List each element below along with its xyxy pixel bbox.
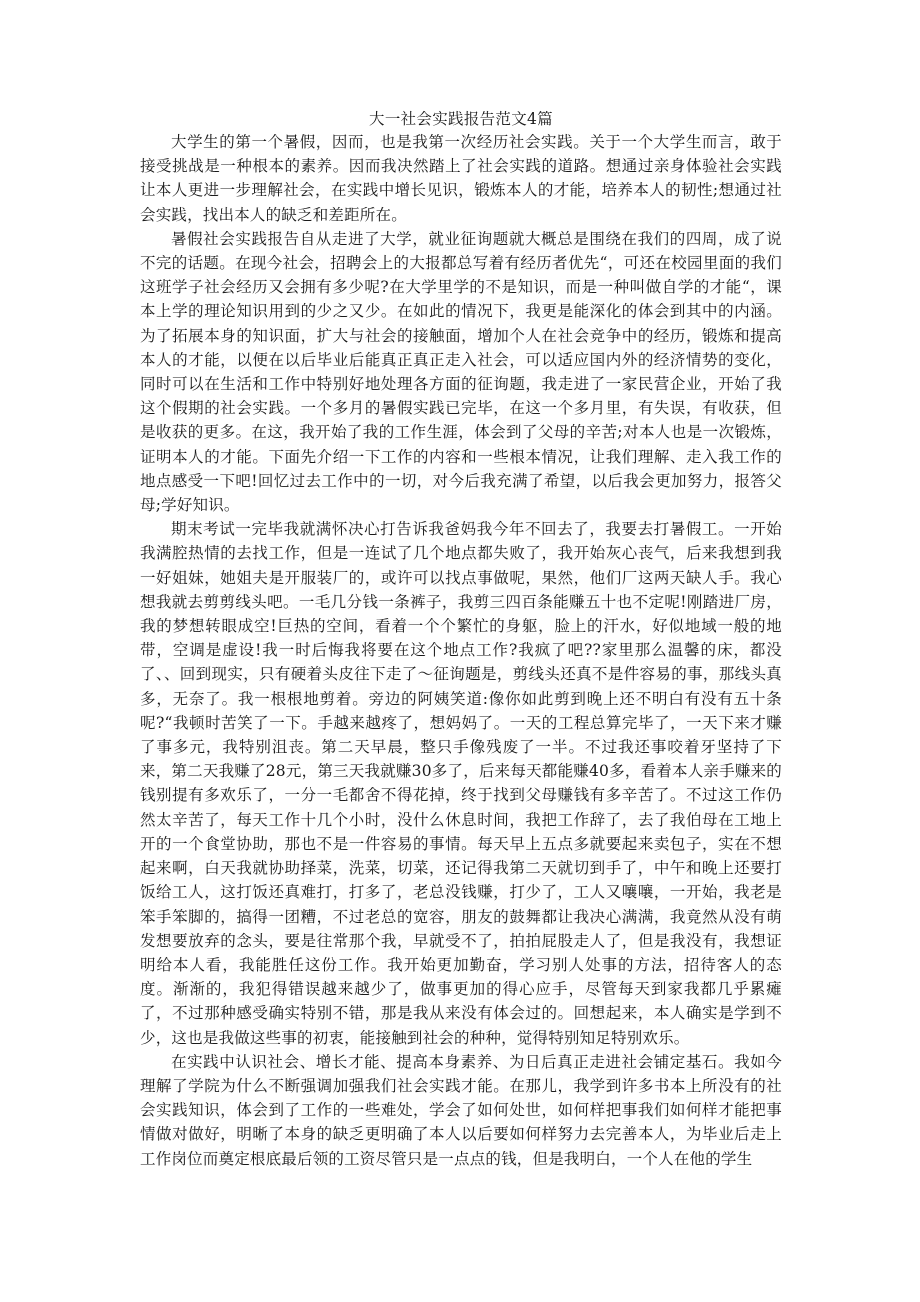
paragraph-3: 期末考试一完毕我就满怀决心打告诉我爸妈我今年不回去了，我要去打暑假工。一开始我满腔热情的去找工作，但是一连试了几个地点都失败了，我开始灰心丧气，后来我想到我一好姐妹，她姐夫是开服装厂的，或许可以找点事做呢，果然，他们厂这两天缺人手。我心想我就去剪剪线头吧。一毛几分钱一条裤子，我剪三四百条能赚五十也不定呢!刚踏进厂房，我的梦想转眼成空!巨热的空间，看着一个个繁忙的身躯，脸上的汗水，好似地域一般的地带，空调是虚设!我一时后悔我将要在这个地点工作?我疯了吧??家里那么温馨的床，都没了、、回到现实，只有硬着头皮往下走了～征询题是，剪线头还真不是件容易的事，那线头真多，无奈了。我一根根地剪着。旁边的阿姨笑道:像你如此剪到晚上还不明白有没有五十条呢?“我顿时苦笑了一下。手越来越疼了，想妈妈了。一天的工程总算完毕了，一天下来才赚了事多元，我特别沮丧。第二天早晨，整只手像残废了一半。不过我还事咬着牙坚持了下来，第二天我赚了28元，第三天我就赚30多了，后来每天都能赚40多，看着本人亲手赚来的钱别提有多欢乐了，一分一毛都舍不得花掉，终于找到父母赚钱有多辛苦了。不过这工作仍然太辛苦了，每天工作十几个小时，没什么休息时间，我把工作辞了，去了我伯母在工地上开的一个食堂协助，那也不是一件容易的事情。每天早上五点多就要起来卖包子，实在不想起来啊，白天我就协助择菜，洗菜，切菜，还记得我第二天就切到手了，中午和晚上还要打饭给工人，这打饭还真难打，打多了，老总没钱赚，打少了，工人又嚷嚷，一开始，我老是笨手笨脚的，搞得一团糟，不过老总的宽容，朋友的鼓舞都让我决心满满，我竟然从没有萌发想要放弃的念头，要是往常那个我，早就受不了，拍拍屁股走人了，但是我没有，我想证明给本人看，我能胜任这份工作。我开始更加勤奋，学习别人处事的方法，招待客人的态度。渐渐的，我犯得错误越来越少了，做事更加的得心应手，尽管每天到家我都几乎累瘫了，不过那种感受确实特别不错，那是我从来没有体会过的。回想起来，本人确实是学到不少，这也是我做这些事的初衷，能接触到社会的种种，觉得特别知足特别欢乐。: [140, 520, 782, 1047]
document-title: 大一社会实践报告范文4篇: [369, 110, 553, 128]
paragraph-2: 暑假社会实践报告自从走进了大学，就业征询题就大概总是围绕在我们的四周，成了说不完的话题。在现今社会，招聘会上的大报都总写着有经历者优先“，可还在校园里面的我们这班学子社会经历又会拥有多少呢?在大学里学的不是知识，而是一种叫做自学的才能“，课本上学的理论知识用到的少之又少。在如此的情况下，我更是能深化的体会到其中的内涵。为了拓展本身的知识面，扩大与社会的接触面，增加个人在社会竞争中的经历，锻炼和提高本人的才能，以便在以后毕业后能真正真正走入社会，可以适应国内外的经济情势的变化，同时可以在生活和工作中特别好地处理各方面的征询题，我走进了一家民营企业，开始了我这个假期的社会实践。一个多月的暑假实践已完毕，在这一个多月里，有失误，有收获，但是收获的更多。在这，我开始了我的工作生涯，体会到了父母的辛苦;对本人也是一次锻炼，证明本人的才能。下面先介绍一下工作的内容和一些根本情况，让我们理解、走入我工作的地点感受一下吧!回忆过去工作中的一切，对今后我充满了希望，以后我会更加努力，报答父母;学好知识。: [140, 229, 782, 515]
paragraph-4: 在实践中认识社会、增长才能、提高本身素养、为日后真正走进社会铺定基石。我如今理解了学院为什么不断强调加强我们社会实践才能。在那儿，我学到许多书本上所没有的社会实践知识，体会到了工作的一些难处，学会了如何处世，如何样把事我们如何样才能把事情做对做好，明晰了本身的缺乏更明确了本人以后要如何样努力去完善本人，为毕业后走上工作岗位而奠定根底最后领的工资尽管只是一点点的钱，但是我明白，一个人在他的学生: [140, 1052, 782, 1168]
document-page: [140, 110, 782, 1290]
paragraph-1: 大学生的第一个暑假，因而，也是我第一次经历社会实践。关于一个大学生而言，敢于接受挑战是一种根本的素养。因而我决然踏上了社会实践的道路。想通过亲身体验社会实践让本人更进一步理解社会，在实践中增长见识，锻炼本人的才能，培养本人的韧性;想通过社会实践，找出本人的缺乏和差距所在。: [140, 133, 782, 224]
